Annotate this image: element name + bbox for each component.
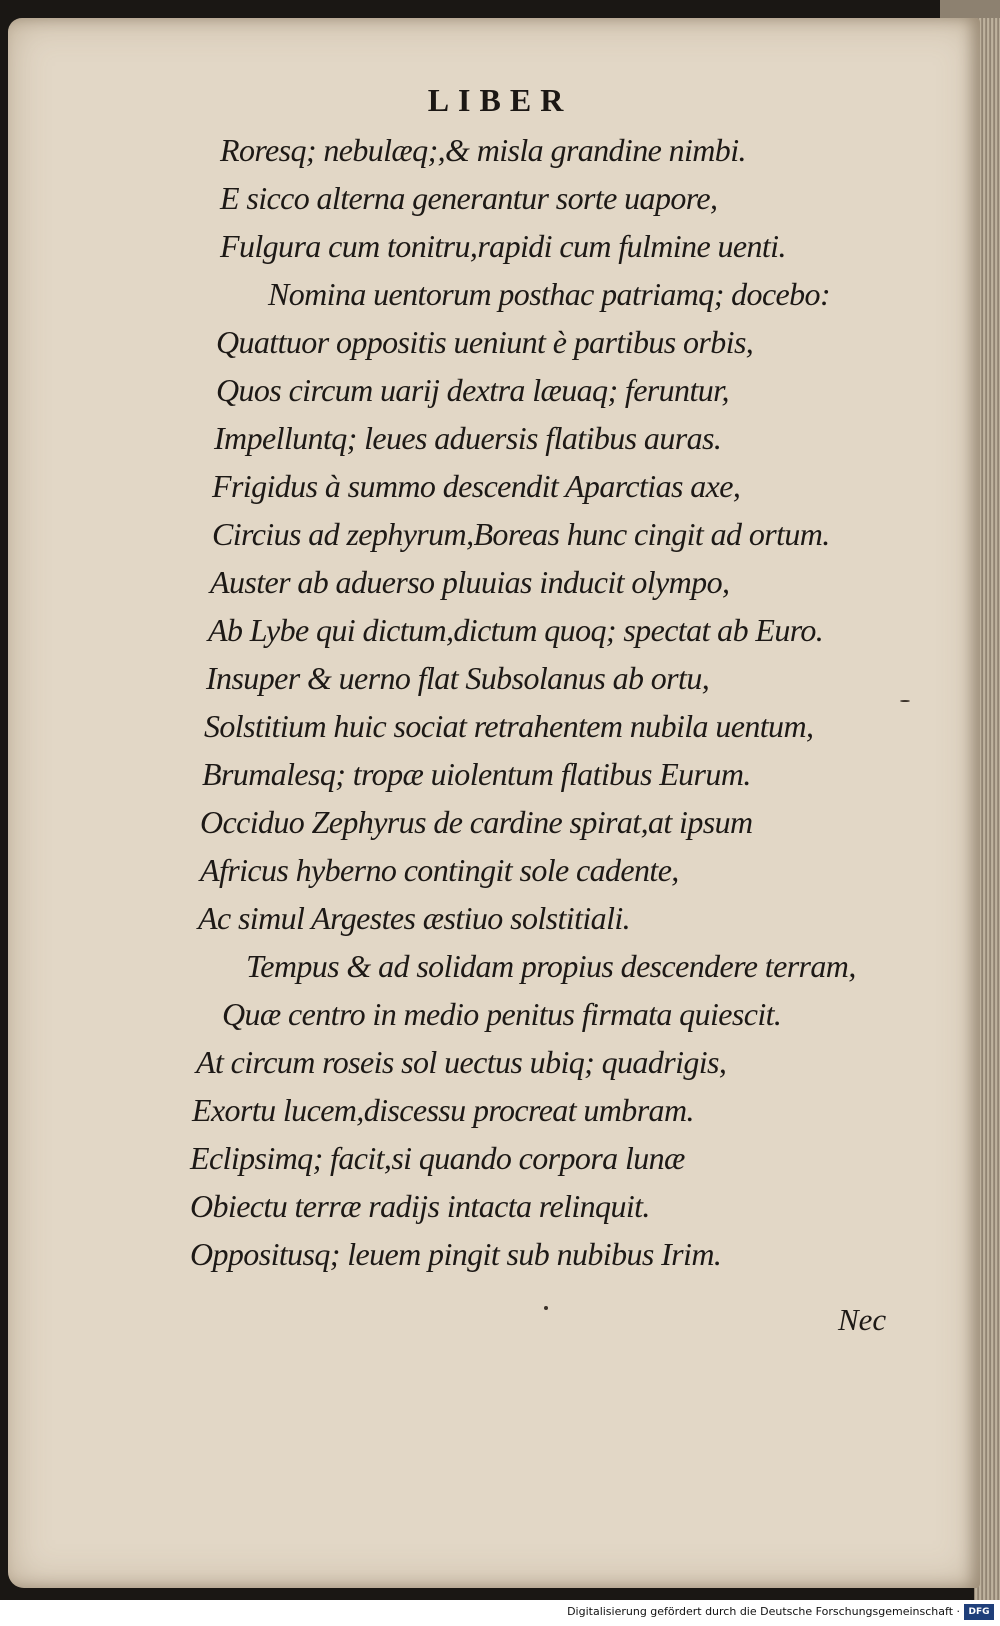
verse-line: Roresq; nebulæq;,& misla grandine nimbi. [220, 132, 746, 168]
verse-line: Ab Lybe qui dictum,dictum quoq; spectat ab Euro. [208, 612, 824, 648]
verse-line: Exortu lucem,discessu procreat umbram. [192, 1092, 694, 1128]
verse-line: E sicco alterna generantur sorte uapore, [220, 180, 718, 216]
verse-line: Fulgura cum tonitru,rapidi cum fulmine uenti. [220, 228, 786, 264]
footer-credit: Digitalisierung gefördert durch die Deutsche Forschungsgemeinschaft · [567, 1605, 960, 1618]
verse-line: Quos circum uarij dextra læuaq; feruntur, [216, 372, 729, 408]
verse-line: Obiectu terræ radijs intacta relinquit. [190, 1188, 650, 1224]
verse-line: Ac simul Argestes æstiuo solstitiali. [198, 900, 631, 936]
verse-line: Circius ad zephyrum,Boreas hunc cingit ad ortum. [212, 516, 830, 552]
verse-line: Frigidus à summo descendit Aparctias axe, [212, 468, 741, 504]
verse-line: Solstitium huic sociat retrahentem nubila uentum, [204, 708, 814, 744]
ink-speck [544, 1306, 548, 1310]
catchword: Nec [838, 1302, 887, 1337]
verse-line: Brumalesq; tropæ uiolentum flatibus Eurum. [202, 756, 751, 792]
digitization-footer [0, 1600, 1000, 1626]
verse-line: Occiduo Zephyrus de cardine spirat,at ipsum [200, 804, 753, 840]
verse-line: Tempus & ad solidam propius descendere terram, [246, 948, 856, 984]
verse-line: Impelluntq; leues aduersis flatibus auras. [214, 420, 722, 456]
page-edge-top [940, 0, 1000, 18]
verse-line: Nomina uentorum posthac patriamq; docebo: [268, 276, 831, 312]
ink-speck [900, 700, 910, 702]
verse-line: Africus hyberno contingit sole cadente, [200, 852, 679, 888]
verse-line: Auster ab aduerso pluuias inducit olympo, [210, 564, 730, 600]
dfg-logo: DFG [964, 1604, 994, 1620]
running-head: LIBER [427, 82, 573, 118]
verse-line: Quattuor oppositis ueniunt è partibus orbis, [216, 324, 754, 360]
verse-line: Oppositusq; leuem pingit sub nubibus Irim. [190, 1236, 722, 1272]
verse-line: At circum roseis sol uectus ubiq; quadrigis, [196, 1044, 727, 1080]
verse-line: Quæ centro in medio penitus firmata quiescit. [222, 996, 782, 1032]
verse-line: Eclipsimq; facit,si quando corpora lunæ [190, 1140, 685, 1176]
verse-line: Insuper & uerno flat Subsolanus ab ortu, [206, 660, 710, 696]
